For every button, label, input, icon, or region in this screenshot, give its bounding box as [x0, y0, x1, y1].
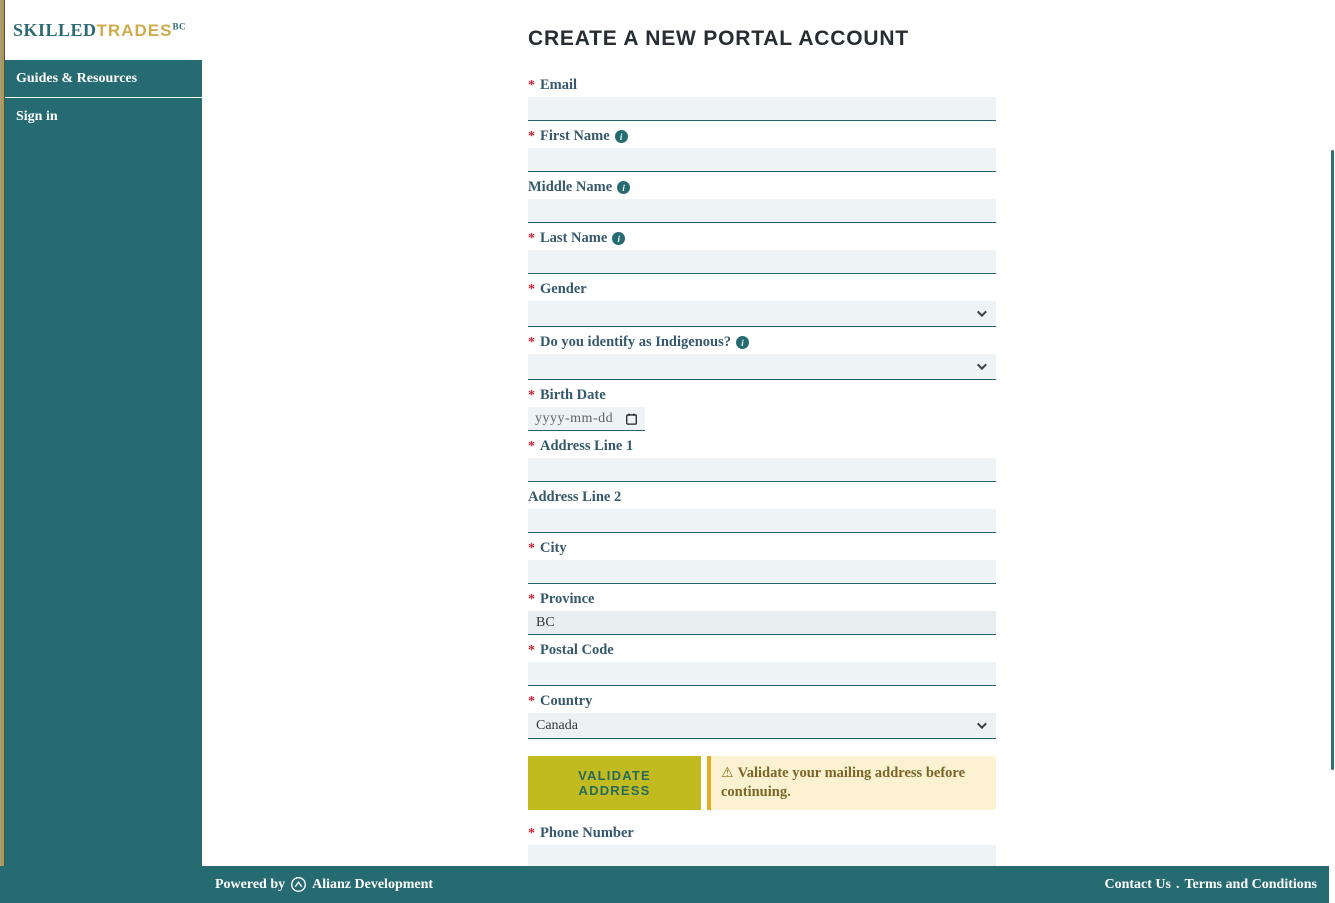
required-marker: *	[528, 387, 535, 403]
country-select-value: Canada	[536, 717, 578, 733]
first-name-group	[528, 128, 996, 172]
required-marker: *	[528, 591, 535, 607]
middle-name-group	[528, 179, 996, 223]
province-label-row	[528, 591, 996, 608]
birth-date-label: Birth Date	[540, 387, 606, 403]
province-label: Province	[540, 591, 595, 607]
info-icon[interactable]: i	[617, 181, 630, 194]
middle-name-label: Middle Name	[528, 179, 613, 195]
email-label-row	[528, 77, 996, 94]
sidebar-menu	[0, 60, 202, 136]
last-name-field[interactable]	[528, 250, 996, 274]
terms-and-conditions-link[interactable]: Terms and Conditions	[1184, 876, 1317, 892]
powered-by-text: Powered by	[215, 876, 286, 892]
address-line-1-label: Address Line 1	[540, 438, 634, 454]
info-icon[interactable]: i	[612, 232, 625, 245]
gender-label-row	[528, 281, 996, 298]
validate-address-row	[528, 756, 996, 810]
sidebar-item-label: Guides & Resources	[16, 70, 138, 86]
email-field[interactable]	[528, 97, 996, 121]
country-label-row	[528, 693, 996, 710]
address-line-1-field[interactable]	[528, 458, 996, 482]
indigenous-select[interactable]	[528, 354, 996, 380]
gender-select[interactable]	[528, 301, 996, 327]
required-marker: *	[528, 281, 535, 297]
postal-code-label-row	[528, 642, 996, 659]
province-group	[528, 591, 996, 635]
required-marker: *	[528, 438, 535, 454]
birth-date-group	[528, 387, 996, 431]
warning-message: Validate your mailing address before continuing.	[721, 765, 966, 800]
city-label: City	[540, 540, 567, 556]
gender-group	[528, 281, 996, 327]
required-marker: *	[528, 230, 535, 246]
required-marker: *	[528, 128, 535, 144]
postal-code-group	[528, 642, 996, 686]
phone-number-group	[528, 825, 996, 869]
indigenous-group	[528, 334, 996, 380]
chevron-down-icon	[977, 360, 987, 370]
last-name-label: Last Name	[540, 230, 608, 246]
logo-text-trades: TRADES	[96, 20, 173, 40]
contact-us-link[interactable]: Contact Us	[1104, 876, 1171, 892]
validate-address-button[interactable]: VALIDATE ADDRESS	[528, 756, 701, 810]
required-marker: *	[528, 642, 535, 658]
left-edge-accent	[0, 0, 5, 903]
sidebar-item-guides-resources[interactable]	[0, 60, 202, 98]
logo-text-skilled: SKILLED	[13, 19, 97, 40]
country-label: Country	[540, 693, 593, 709]
address-line-1-label-row	[528, 438, 996, 455]
required-marker: *	[528, 825, 535, 841]
address-line-1-group	[528, 438, 996, 482]
required-marker: *	[528, 77, 535, 93]
middle-name-label-row	[528, 179, 996, 196]
address-warning-banner	[707, 756, 996, 810]
phone-number-label-row	[528, 825, 996, 842]
country-group	[528, 693, 996, 739]
postal-code-label: Postal Code	[540, 642, 614, 658]
address-line-2-label: Address Line 2	[528, 489, 622, 505]
postal-code-field[interactable]	[528, 662, 996, 686]
email-label: Email	[540, 77, 578, 93]
indigenous-label-row	[528, 334, 996, 351]
sidebar	[0, 0, 202, 903]
info-icon[interactable]: i	[736, 336, 749, 349]
skilledtradesbc-logo[interactable]	[13, 20, 186, 41]
city-label-row	[528, 540, 996, 557]
footer-links-separator: .	[1175, 876, 1180, 892]
required-marker: *	[528, 540, 535, 556]
logo-text-bc: BC	[172, 21, 186, 32]
scrollbar-thumb[interactable]	[1331, 150, 1334, 770]
city-group	[528, 540, 996, 584]
province-field[interactable]	[528, 611, 996, 635]
sidebar-item-label: Sign in	[16, 109, 58, 124]
city-field[interactable]	[528, 560, 996, 584]
middle-name-field[interactable]	[528, 199, 996, 223]
logo-box	[0, 0, 202, 60]
address-line-2-field[interactable]	[528, 509, 996, 533]
birth-date-placeholder: yyyy-mm-dd	[535, 410, 614, 426]
birth-date-label-row	[528, 387, 996, 404]
page-title: CREATE A NEW PORTAL ACCOUNT	[528, 27, 909, 50]
powered-by	[215, 876, 433, 893]
info-icon[interactable]: i	[615, 130, 628, 143]
phone-number-label: Phone Number	[540, 825, 634, 841]
company-name: Alianz Development	[312, 876, 434, 892]
vertical-scrollbar[interactable]	[1329, 0, 1335, 903]
sidebar-item-sign-in[interactable]	[0, 98, 202, 136]
indigenous-label: Do you identify as Indigenous?	[540, 334, 731, 350]
footer-links	[1104, 877, 1317, 893]
create-account-form	[528, 27, 996, 903]
first-name-label: First Name	[540, 128, 610, 144]
first-name-label-row	[528, 128, 996, 145]
email-group	[528, 77, 996, 121]
last-name-group	[528, 230, 996, 274]
required-marker: *	[528, 334, 535, 350]
chevron-down-icon	[977, 719, 987, 729]
last-name-label-row	[528, 230, 996, 247]
footer	[0, 866, 1329, 903]
first-name-field[interactable]	[528, 148, 996, 172]
birth-date-input[interactable]	[528, 407, 645, 431]
gender-label: Gender	[540, 281, 587, 297]
required-marker: *	[528, 693, 535, 709]
warning-icon: ⚠	[721, 765, 734, 781]
chevron-down-icon	[977, 307, 987, 317]
address-line-2-group	[528, 489, 996, 533]
address-line-2-label-row	[528, 489, 996, 506]
country-select[interactable]	[528, 713, 996, 739]
alianz-logo-icon	[290, 876, 307, 893]
calendar-icon[interactable]	[625, 412, 638, 426]
